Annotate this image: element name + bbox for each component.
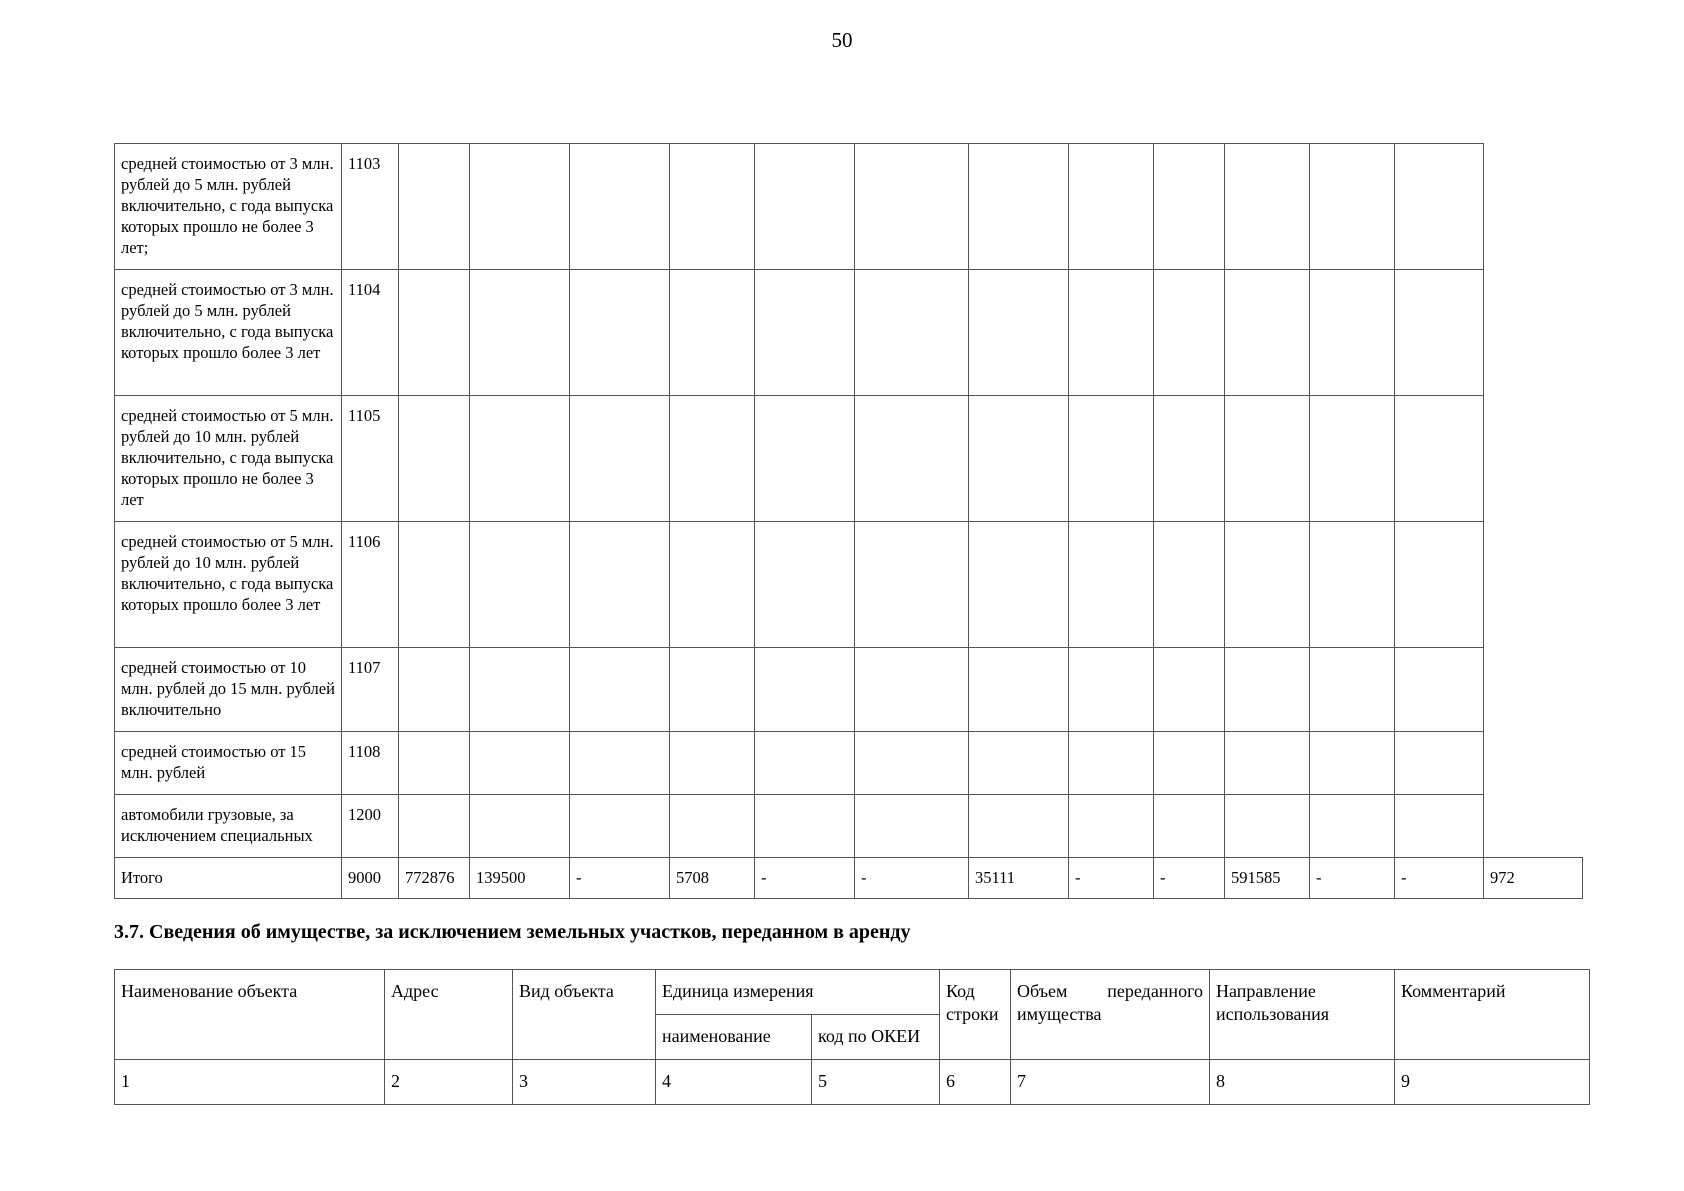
row-name: средней стоимостью от 15 млн. рублей	[115, 732, 342, 795]
empty-cell	[1225, 795, 1310, 858]
empty-cell	[399, 732, 470, 795]
empty-cell	[755, 270, 855, 396]
empty-cell	[470, 795, 570, 858]
total-value: 772876	[399, 858, 470, 899]
header-volume-word-3: имущества	[1017, 1004, 1102, 1024]
empty-cell	[1225, 522, 1310, 648]
empty-cell	[969, 795, 1069, 858]
table-row	[115, 396, 1583, 522]
index-cell: 4	[656, 1060, 812, 1105]
header-object-name: Наименование объекта	[115, 970, 385, 1060]
total-value: -	[755, 858, 855, 899]
empty-cell	[855, 732, 969, 795]
empty-cell	[755, 522, 855, 648]
table-row	[115, 795, 1583, 858]
empty-cell	[1395, 648, 1484, 732]
empty-cell	[755, 732, 855, 795]
header-unit-okei: код по ОКЕИ	[812, 1015, 940, 1060]
lease-header-row	[115, 970, 1590, 1015]
empty-cell	[755, 396, 855, 522]
empty-cell	[855, 795, 969, 858]
total-value: 5708	[670, 858, 755, 899]
total-value: -	[1069, 858, 1154, 899]
row-code: 1104	[342, 270, 399, 396]
row-name: средней стоимостью от 10 млн. рублей до 15 млн. рублей включительно	[115, 648, 342, 732]
empty-cell	[470, 732, 570, 795]
header-comment: Комментарий	[1395, 970, 1590, 1060]
empty-cell	[670, 648, 755, 732]
empty-cell	[470, 396, 570, 522]
empty-cell	[1395, 144, 1484, 270]
empty-cell	[1154, 270, 1225, 396]
header-volume	[1011, 970, 1210, 1060]
total-value: -	[1154, 858, 1225, 899]
total-value: -	[570, 858, 670, 899]
total-value: 139500	[470, 858, 570, 899]
empty-cell	[1310, 270, 1395, 396]
lease-index-row	[115, 1060, 1590, 1105]
header-object-type: Вид объекта	[513, 970, 656, 1060]
empty-cell	[570, 522, 670, 648]
empty-cell	[1395, 795, 1484, 858]
row-code: 1108	[342, 732, 399, 795]
total-label: Итого	[115, 858, 342, 899]
total-value: -	[1310, 858, 1395, 899]
index-cell: 5	[812, 1060, 940, 1105]
empty-cell	[470, 144, 570, 270]
row-name: автомобили грузовые, за исключением специальных	[115, 795, 342, 858]
empty-cell	[1395, 732, 1484, 795]
table-row	[115, 648, 1583, 732]
index-cell: 7	[1011, 1060, 1210, 1105]
row-code: 1103	[342, 144, 399, 270]
empty-cell	[1310, 732, 1395, 795]
empty-cell	[570, 795, 670, 858]
index-cell: 8	[1210, 1060, 1395, 1105]
header-volume-word-1: Объем	[1017, 981, 1068, 1001]
index-cell: 1	[115, 1060, 385, 1105]
total-value: -	[1395, 858, 1484, 899]
row-name: средней стоимостью от 5 млн. рублей до 10 млн. рублей включительно, с года выпуска которых прошло не более 3 лет	[115, 396, 342, 522]
table-row	[115, 522, 1583, 648]
empty-cell	[399, 396, 470, 522]
empty-cell	[1395, 522, 1484, 648]
empty-cell	[1069, 270, 1154, 396]
empty-cell	[969, 732, 1069, 795]
empty-cell	[755, 648, 855, 732]
row-code: 1106	[342, 522, 399, 648]
empty-cell	[1154, 732, 1225, 795]
total-value: 972	[1484, 858, 1583, 899]
index-cell: 2	[385, 1060, 513, 1105]
empty-cell	[1069, 522, 1154, 648]
empty-cell	[1310, 144, 1395, 270]
empty-cell	[399, 144, 470, 270]
header-unit-name: наименование	[656, 1015, 812, 1060]
header-unit: Единица измерения	[656, 970, 940, 1015]
empty-cell	[1225, 732, 1310, 795]
empty-cell	[570, 270, 670, 396]
empty-cell	[470, 648, 570, 732]
empty-cell	[570, 732, 670, 795]
empty-cell	[1154, 522, 1225, 648]
empty-cell	[1154, 795, 1225, 858]
empty-cell	[1310, 396, 1395, 522]
empty-cell	[1154, 396, 1225, 522]
index-cell: 9	[1395, 1060, 1590, 1105]
empty-cell	[670, 795, 755, 858]
total-value: -	[855, 858, 969, 899]
empty-cell	[1225, 144, 1310, 270]
empty-cell	[969, 522, 1069, 648]
empty-cell	[1310, 522, 1395, 648]
empty-cell	[1069, 648, 1154, 732]
table-row	[115, 732, 1583, 795]
empty-cell	[969, 396, 1069, 522]
empty-cell	[570, 396, 670, 522]
row-code: 1105	[342, 396, 399, 522]
empty-cell	[1069, 396, 1154, 522]
empty-cell	[855, 396, 969, 522]
header-address: Адрес	[385, 970, 513, 1060]
empty-cell	[670, 396, 755, 522]
empty-cell	[470, 522, 570, 648]
header-direction: Направление использования	[1210, 970, 1395, 1060]
empty-cell	[855, 522, 969, 648]
empty-cell	[1225, 270, 1310, 396]
empty-cell	[670, 270, 755, 396]
empty-cell	[670, 522, 755, 648]
lease-table	[114, 969, 1590, 1105]
table-row	[115, 270, 1583, 396]
empty-cell	[1395, 396, 1484, 522]
empty-cell	[969, 270, 1069, 396]
empty-cell	[399, 270, 470, 396]
empty-cell	[855, 270, 969, 396]
empty-cell	[1310, 648, 1395, 732]
index-cell: 3	[513, 1060, 656, 1105]
empty-cell	[1225, 396, 1310, 522]
page-number: 50	[831, 28, 853, 52]
row-name: средней стоимостью от 3 млн. рублей до 5 млн. рублей включительно, с года выпуска которых прошло более 3 лет	[115, 270, 342, 396]
total-row	[115, 858, 1583, 899]
header-volume-word-2: переданного	[1107, 981, 1204, 1001]
empty-cell	[1395, 270, 1484, 396]
section-title: 3.7. Сведения об имуществе, за исключением земельных участков, переданном в аренду	[114, 921, 911, 943]
index-cell: 6	[940, 1060, 1011, 1105]
total-value: 591585	[1225, 858, 1310, 899]
empty-cell	[470, 270, 570, 396]
empty-cell	[1154, 648, 1225, 732]
empty-cell	[855, 648, 969, 732]
empty-cell	[855, 144, 969, 270]
empty-cell	[1069, 795, 1154, 858]
empty-cell	[1069, 732, 1154, 795]
row-code: 1107	[342, 648, 399, 732]
empty-cell	[1069, 144, 1154, 270]
empty-cell	[570, 648, 670, 732]
vehicle-table	[114, 143, 1583, 899]
empty-cell	[399, 795, 470, 858]
empty-cell	[570, 144, 670, 270]
row-name: средней стоимостью от 5 млн. рублей до 10 млн. рублей включительно, с года выпуска которых прошло более 3 лет	[115, 522, 342, 648]
table-row	[115, 144, 1583, 270]
row-code: 1200	[342, 795, 399, 858]
empty-cell	[1225, 648, 1310, 732]
empty-cell	[670, 144, 755, 270]
empty-cell	[755, 144, 855, 270]
empty-cell	[969, 144, 1069, 270]
empty-cell	[969, 648, 1069, 732]
row-name: средней стоимостью от 3 млн. рублей до 5 млн. рублей включительно, с года выпуска которых прошло не более 3 лет;	[115, 144, 342, 270]
empty-cell	[399, 522, 470, 648]
header-line-code: Код строки	[940, 970, 1011, 1060]
empty-cell	[670, 732, 755, 795]
empty-cell	[1310, 795, 1395, 858]
total-value: 35111	[969, 858, 1069, 899]
empty-cell	[1154, 144, 1225, 270]
empty-cell	[399, 648, 470, 732]
total-code: 9000	[342, 858, 399, 899]
empty-cell	[755, 795, 855, 858]
